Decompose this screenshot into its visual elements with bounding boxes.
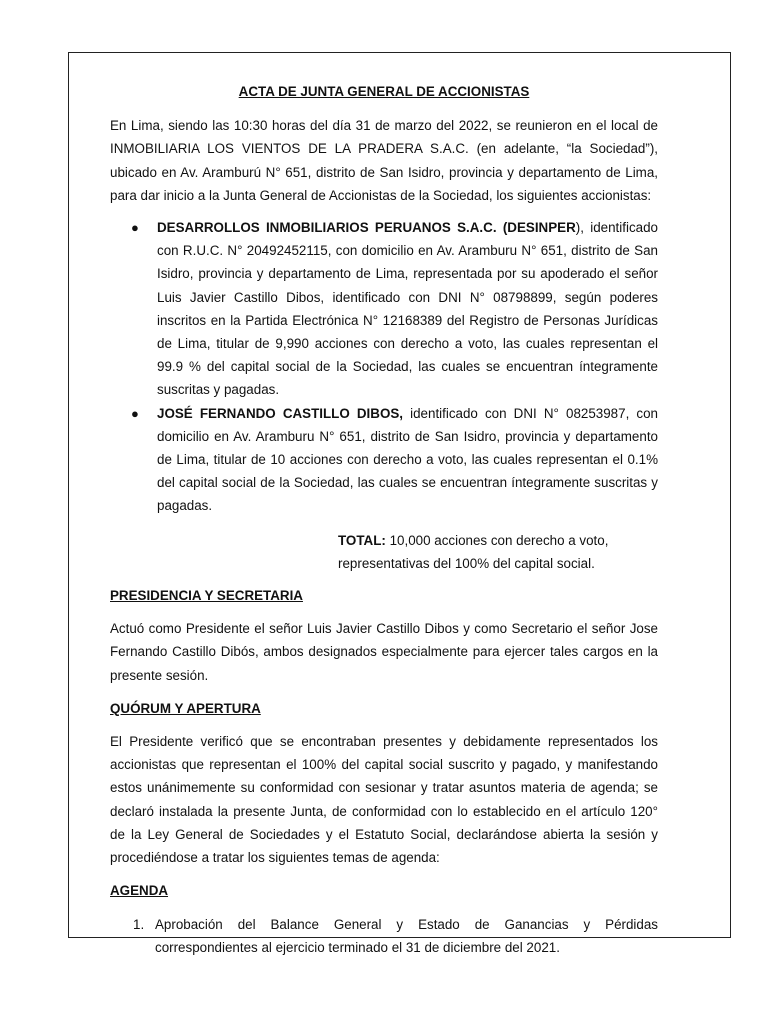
shareholder-name: JOSÉ FERNANDO CASTILLO DIBOS, <box>157 405 404 421</box>
shareholder-list <box>110 216 658 518</box>
intro-paragraph: En Lima, siendo las 10:30 horas del día 31 de marzo del 2022, se reunieron en el local de INMOBILIARIA LOS VIENTOS DE LA PRADERA S.A.C. (en adelante, “la Sociedad”), ubicado en Av. Aramburú N° 651, distrito de San Isidro, provincia y departamento de Lima, para dar inicio a la Junta General de Accionistas de la Sociedad, los siguientes accionistas: <box>110 118 658 203</box>
total-label: TOTAL: <box>338 532 386 548</box>
agenda-heading: AGENDA <box>110 883 169 899</box>
agenda-list <box>110 913 658 959</box>
shareholder-details: ), identificado con R.U.C. N° 20492452115, con domicilio en Av. Aramburu N° 651, distrito de San Isidro, provincia y departamento de Lima, representada por su apoderado el señor Luis Javier Castillo Dibos, identificado con DNI N° 08798899, según poderes inscritos en la Partida Electrónica N° 12168389 del Registro de Personas Jurídicas de Lima, titular de 9,990 acciones con derecho a voto, las cuales representan el 99.9 % del capital social de la Sociedad, las cuales se encuentran íntegramente suscritas y pagadas. <box>157 220 658 398</box>
shareholder-name: DESARROLLOS INMOBILIARIOS PERUANOS S.A.C. (DESINPER <box>157 220 576 236</box>
shareholder-details: identificado con DNI N° 08253987, con domicilio en Av. Aramburu N° 651, distrito de San Isidro, provincia y departamento de Lima, titular de 10 acciones con derecho a voto, las cuales representan el 0.1% del capital social de la Sociedad, las cuales se encuentran íntegramente suscritas y pagadas. <box>157 405 658 514</box>
presidency-paragraph: Actuó como Presidente el señor Luis Javier Castillo Dibos y como Secretario el señor Jose Fernando Castillo Dibós, ambos designados especialmente para ejercer tales cargos en la presente sesión. <box>110 621 658 683</box>
quorum-heading: QUÓRUM Y APERTURA <box>110 700 261 716</box>
document-body <box>110 80 658 959</box>
document-title: ACTA DE JUNTA GENERAL DE ACCIONISTAS <box>238 84 530 99</box>
list-item <box>110 913 658 959</box>
quorum-paragraph: El Presidente verificó que se encontraban presentes y debidamente representados los accionistas que representan el 100% del capital social suscrito y pagado, y manifestando estos unánimemente su conformidad con sesionar y tratar asuntos materia de agenda; se declaró instalada la presente Junta, de conformidad con lo establecido en el artículo 120° de la Ley General de Sociedades y el Estatuto Social, declarándose abierta la sesión y procediéndose a tratar los siguientes temas de agenda: <box>110 734 658 866</box>
agenda-item-text: Aprobación del Balance General y Estado de Ganancias y Pérdidas correspondientes al ejercicio terminado el 31 de diciembre del 2021. <box>155 916 658 955</box>
list-item <box>110 402 658 518</box>
agenda-item-number: 1. <box>133 916 145 932</box>
bullet-icon: ● <box>131 220 139 236</box>
total-summary <box>338 529 658 575</box>
bullet-icon: ● <box>131 405 139 421</box>
presidency-heading: PRESIDENCIA Y SECRETARIA <box>110 588 303 604</box>
total-text: 10,000 acciones con derecho a voto, representativas del 100% del capital social. <box>338 532 609 571</box>
list-item <box>110 216 658 402</box>
